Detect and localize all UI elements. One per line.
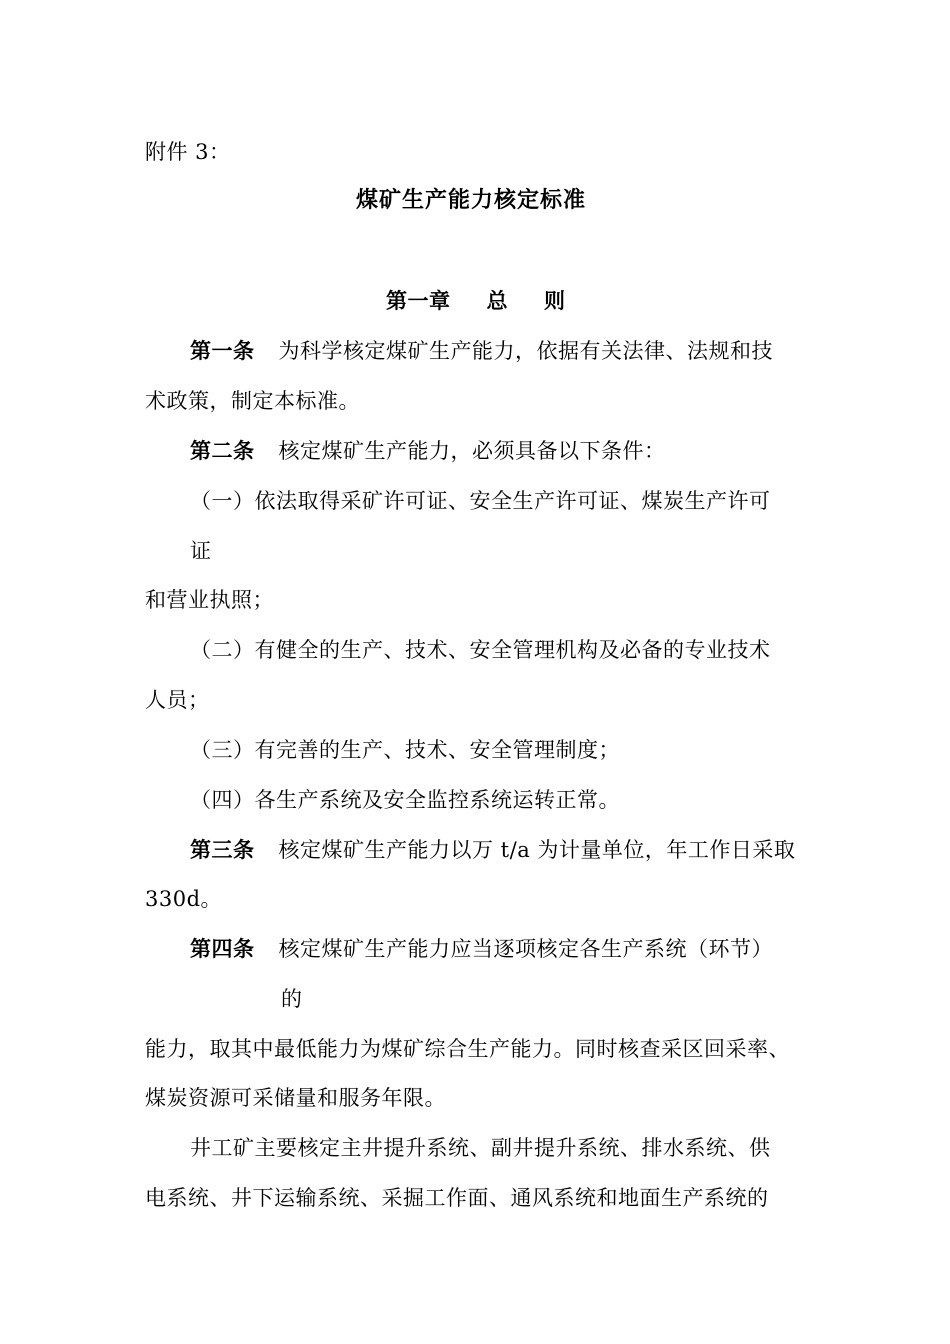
document-title: 煤矿生产能力核定标准 [356, 188, 587, 213]
article-1-line1 [190, 336, 773, 366]
article-4-text: 核定煤矿生产能力应当逐项核定各生产系统（环节） [278, 937, 773, 961]
condition-2-line2: 人员； [145, 688, 210, 712]
article-2-line1 [190, 436, 666, 466]
article-4-line1 [190, 934, 773, 964]
article-3-line1 [190, 835, 795, 865]
article-4-line3: 煤炭资源可采储量和服务年限。 [145, 1086, 446, 1110]
chapter-name-part1: 总 [486, 289, 508, 313]
article-2-text: 核定煤矿生产能力，必须具备以下条件： [278, 439, 666, 463]
article-1-text: 为科学核定煤矿生产能力，依据有关法律、法规和技 [278, 339, 773, 363]
condition-2-line1: （二）有健全的生产、技术、安全管理机构及必备的专业技术 [190, 638, 771, 662]
attachment-label: 附件 3： [145, 140, 231, 164]
chapter-name-part2: 则 [544, 289, 566, 313]
condition-1-line2: 和营业执照； [145, 588, 274, 612]
shaft-mine-line1: 井工矿主要核定主井提升系统、副井提升系统、排水系统、供 [190, 1136, 771, 1160]
chapter-heading [386, 286, 566, 316]
article-4-line1b: 的 [281, 987, 303, 1011]
condition-1-line1b: 证 [190, 539, 212, 563]
article-1-label: 第一条 [190, 339, 255, 363]
article-3-line2: 330d。 [145, 887, 223, 911]
shaft-mine-line2: 电系统、井下运输系统、采掘工作面、通风系统和地面生产系统的 [145, 1186, 769, 1210]
article-1-line2: 术政策，制定本标准。 [145, 389, 360, 413]
article-3-label: 第三条 [190, 838, 255, 862]
chapter-number: 第一章 [386, 289, 451, 313]
article-2-label: 第二条 [190, 439, 255, 463]
article-4-line2: 能力，取其中最低能力为煤矿综合生产能力。同时核查采区回采率、 [145, 1037, 790, 1061]
condition-3-line1: （三）有完善的生产、技术、安全管理制度； [190, 738, 620, 762]
condition-1-line1: （一）依法取得采矿许可证、安全生产许可证、煤炭生产许可 [190, 489, 771, 513]
article-3-text: 核定煤矿生产能力以万 t/a 为计量单位，年工作日采取 [278, 838, 796, 862]
condition-4-line1: （四）各生产系统及安全监控系统运转正常。 [190, 788, 620, 812]
article-4-label: 第四条 [190, 937, 255, 961]
